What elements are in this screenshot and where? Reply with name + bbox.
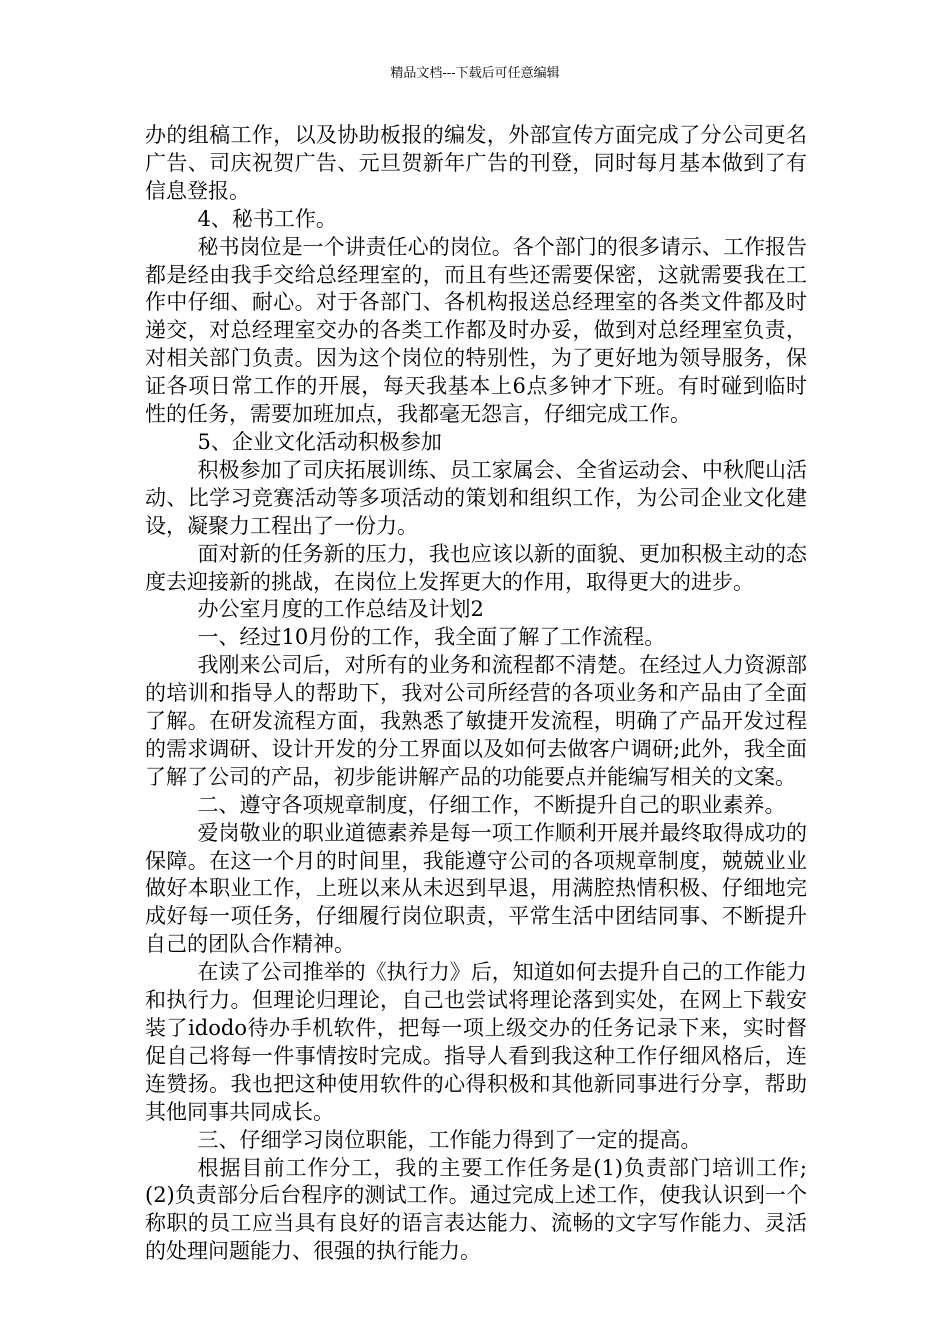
document-title: 办公室月度的工作总结及计划2: [197, 597, 484, 622]
page-header: 精品文档---下载后可任意编辑: [390, 66, 560, 81]
paragraph: 我刚来公司后，对所有的业务和流程都不清楚。在经过人力资源部的培训和指导人的帮助下，我对公司所经营的各项业务和产品由了全面了解。在研发流程方面，我熟悉了敏捷开发流程，明确了产品开发过程的需求调研、设计开发的分工界面以及如何去做客户调研;此外，我全面了解了公司的产品，初步能讲解产品的功能要点并能编写相关的文案。: [145, 653, 807, 789]
section-heading: 一、经过10月份的工作，我全面了解了工作流程。: [197, 625, 666, 650]
paragraph: 在读了公司推举的《执行力》后，知道如何去提升自己的工作能力和执行力。但理论归理论，自己也尝试将理论落到实处，在网上下载安装了idodo待办手机软件，把每一项上级交办的任务记录下来，实时督促自己将每一件事情按时完成。指导人看到我这种工作仔细风格后，连连赞扬。我也把这种使用软件的心得积极和其他新同事进行分享，帮助其他同事共同成长。: [145, 960, 807, 1124]
section-heading: 5、企业文化活动积极参加: [197, 429, 442, 454]
paragraph: 爱岗敬业的职业道德素养是每一项工作顺利开展并最终取得成功的保障。在这一个月的时间里，我能遵守公司的各项规章制度，兢兢业业做好本职业工作，上班以来从未迟到早退，用满腔热情积极、仔细地完成好每一项任务，仔细履行岗位职责，平常生活中团结同事、不断提升自己的团队合作精神。: [145, 820, 807, 957]
paragraph: 根据目前工作分工，我的主要工作任务是(1)负责部门培训工作;(2)负责部分后台程序的测试工作。通过完成上述工作，使我认识到一个称职的员工应当具有良好的语言表达能力、流畅的文字写作能力、灵活的处理问题能力、很强的执行能力。: [145, 1155, 807, 1264]
section-heading: 4、秘书工作。: [197, 206, 337, 231]
paragraph: 办的组稿工作，以及协助板报的编发，外部宣传方面完成了分公司更名广告、司庆祝贺广告、元旦贺新年广告的刊登，同时每月基本做到了有信息登报。: [145, 123, 807, 203]
section-heading: 三、仔细学习岗位职能，工作能力得到了一定的提高。: [197, 1127, 702, 1152]
paragraph: 面对新的任务新的压力，我也应该以新的面貌、更加积极主动的态度去迎接新的挑战，在岗位上发挥更大的作用，取得更大的进步。: [145, 541, 807, 594]
paragraph: 积极参加了司庆拓展训练、员工家属会、全省运动会、中秋爬山活动、比学习竞赛活动等多项活动的策划和组织工作，为公司企业文化建设，凝聚力工程出了一份力。: [145, 457, 807, 538]
paragraph: 秘书岗位是一个讲责任心的岗位。各个部门的很多请示、工作报告都是经由我手交给总经理室的，而且有些还需要保密，这就需要我在工作中仔细、耐心。对于各部门、各机构报送总经理室的各类文件都及时递交，对总经理室交办的各类工作都及时办妥，做到对总经理室负责，对相关部门负责。因为这个岗位的特别性，为了更好地为领导服务，保证各项日常工作的开展，每天我基本上6点多钟才下班。有时碰到临时性的任务，需要加班加点，我都毫无怨言，仔细完成工作。: [145, 234, 807, 427]
section-heading: 二、遵守各项规章制度，仔细工作，不断提升自己的职业素养。: [197, 792, 786, 817]
document-body: [145, 122, 807, 1266]
